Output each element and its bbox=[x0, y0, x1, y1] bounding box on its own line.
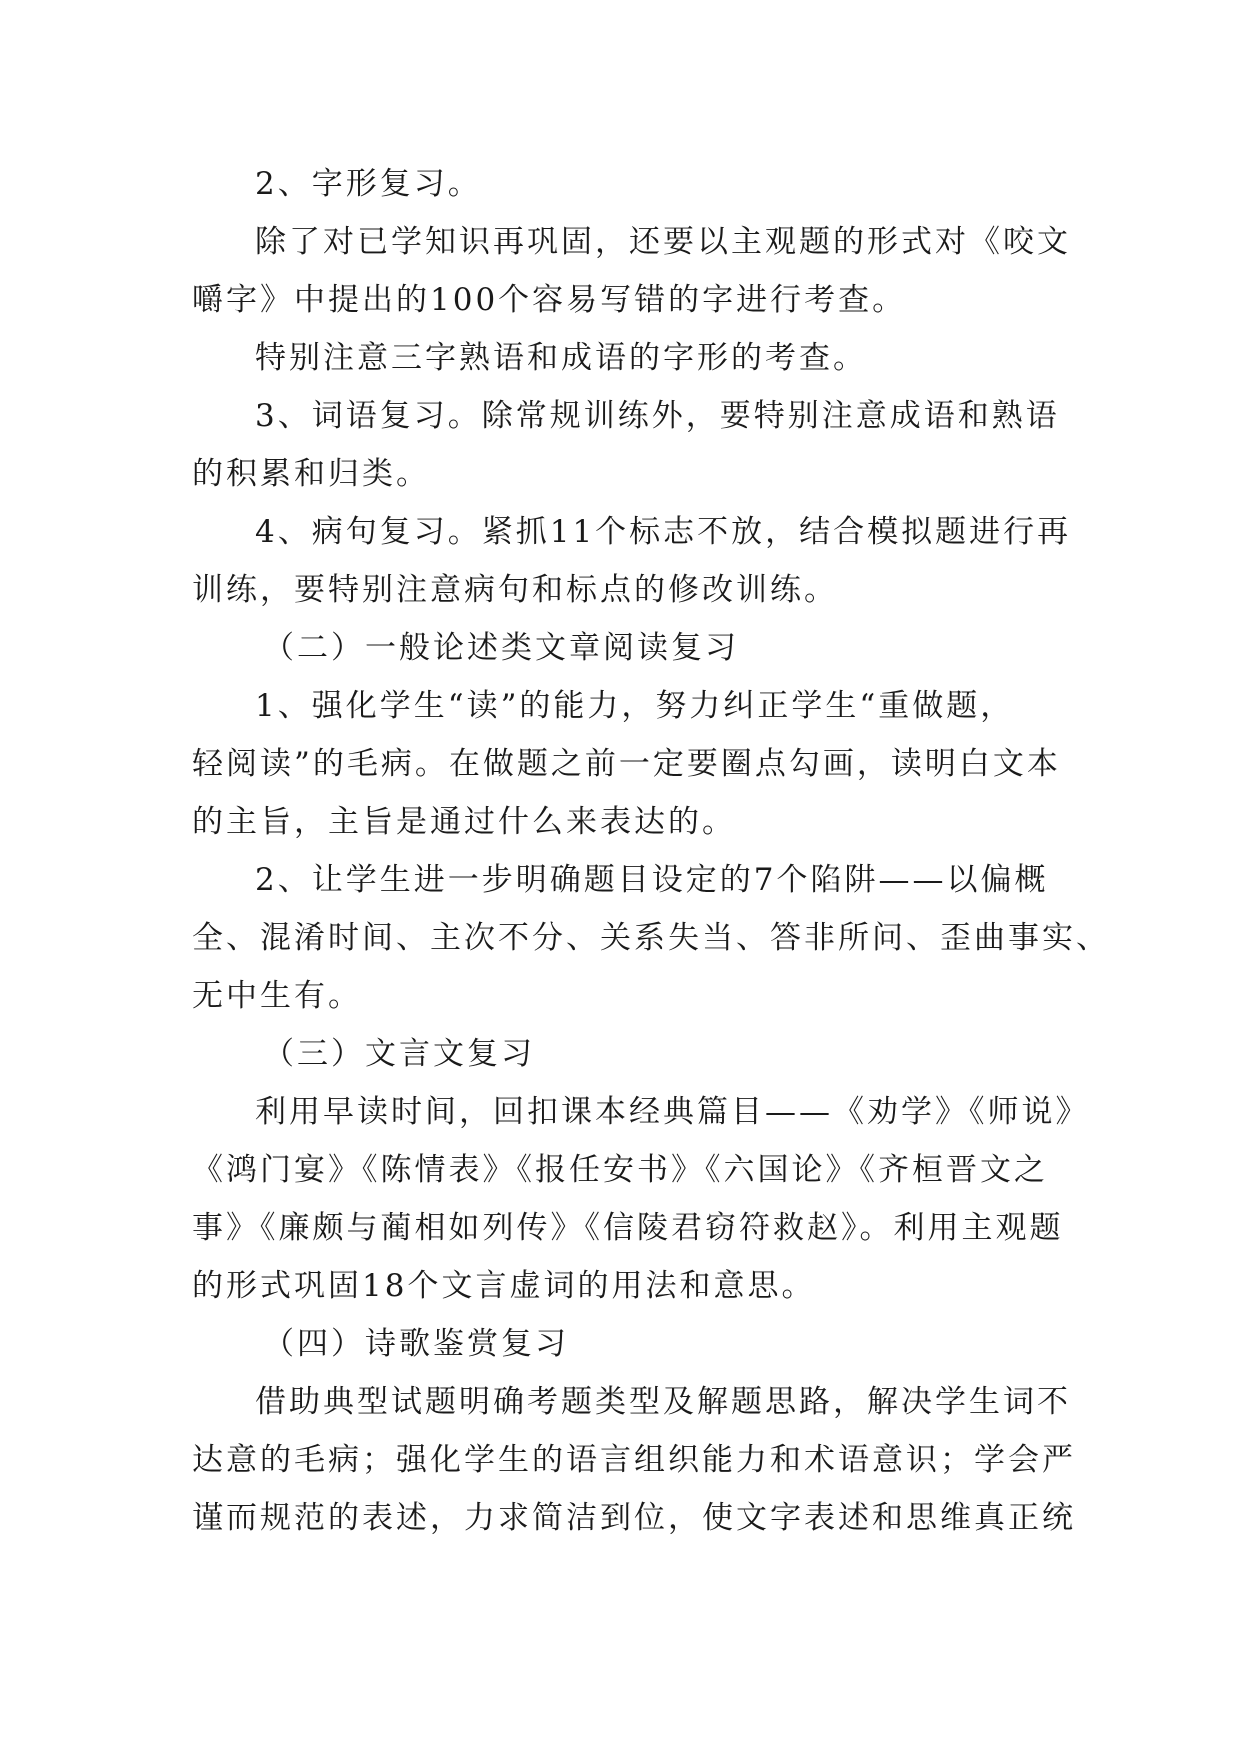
paragraph-line: 谨而规范的表述，力求简洁到位，使文字表述和思维真正统 bbox=[192, 1500, 1076, 1536]
paragraph-line: 特别注意三字熟语和成语的字形的考查。 bbox=[255, 340, 867, 376]
paragraph-line: 事》《廉颇与蔺相如列传》《信陵君窃符救赵》。利用主观题 bbox=[192, 1210, 1064, 1246]
paragraph-line: 1、强化学生“读”的能力，努力纠正学生“重做题， bbox=[255, 688, 1015, 724]
paragraph-line: 轻阅读”的毛病。在做题之前一定要圈点勾画，读明白文本 bbox=[192, 746, 1061, 782]
paragraph-line: 3、词语复习。除常规训练外，要特别注意成语和熟语 bbox=[255, 398, 1060, 434]
paragraph-line: 《鸿门宴》《陈情表》《报任安书》《六国论》《齐桓晋文之 bbox=[192, 1152, 1048, 1188]
paragraph-line: 训练，要特别注意病句和标点的修改训练。 bbox=[192, 572, 838, 608]
paragraph-line: 除了对已学知识再巩固，还要以主观题的形式对《咬文 bbox=[255, 224, 1071, 260]
section-heading: （三）文言文复习 bbox=[263, 1036, 535, 1072]
paragraph-line: 嚼字》中提出的100个容易写错的字进行考查。 bbox=[192, 282, 907, 318]
paragraph-line: 达意的毛病；强化学生的语言组织能力和术语意识；学会严 bbox=[192, 1442, 1076, 1478]
paragraph-line: 无中生有。 bbox=[192, 978, 362, 1014]
paragraph-line: 的主旨，主旨是通过什么来表达的。 bbox=[192, 804, 736, 840]
paragraph-line: 4、病句复习。紧抓11个标志不放，结合模拟题进行再 bbox=[255, 514, 1072, 550]
paragraph-line: 的形式巩固18个文言虚词的用法和意思。 bbox=[192, 1268, 816, 1304]
paragraph-line: 利用早读时间，回扣课本经典篇目——《劝学》《师说》 bbox=[255, 1094, 1090, 1130]
section-heading: （二）一般论述类文章阅读复习 bbox=[263, 630, 739, 666]
paragraph-line: 全、混淆时间、主次不分、关系失当、答非所问、歪曲事实、 bbox=[192, 920, 1110, 956]
paragraph-line: 2、让学生进一步明确题目设定的7个陷阱——以偏概 bbox=[255, 862, 1049, 898]
paragraph-line: 借助典型试题明确考题类型及解题思路，解决学生词不 bbox=[255, 1384, 1071, 1420]
paragraph-line: 2、字形复习。 bbox=[255, 166, 482, 202]
section-heading: （四）诗歌鉴赏复习 bbox=[263, 1326, 569, 1362]
paragraph-line: 的积累和归类。 bbox=[192, 456, 430, 492]
